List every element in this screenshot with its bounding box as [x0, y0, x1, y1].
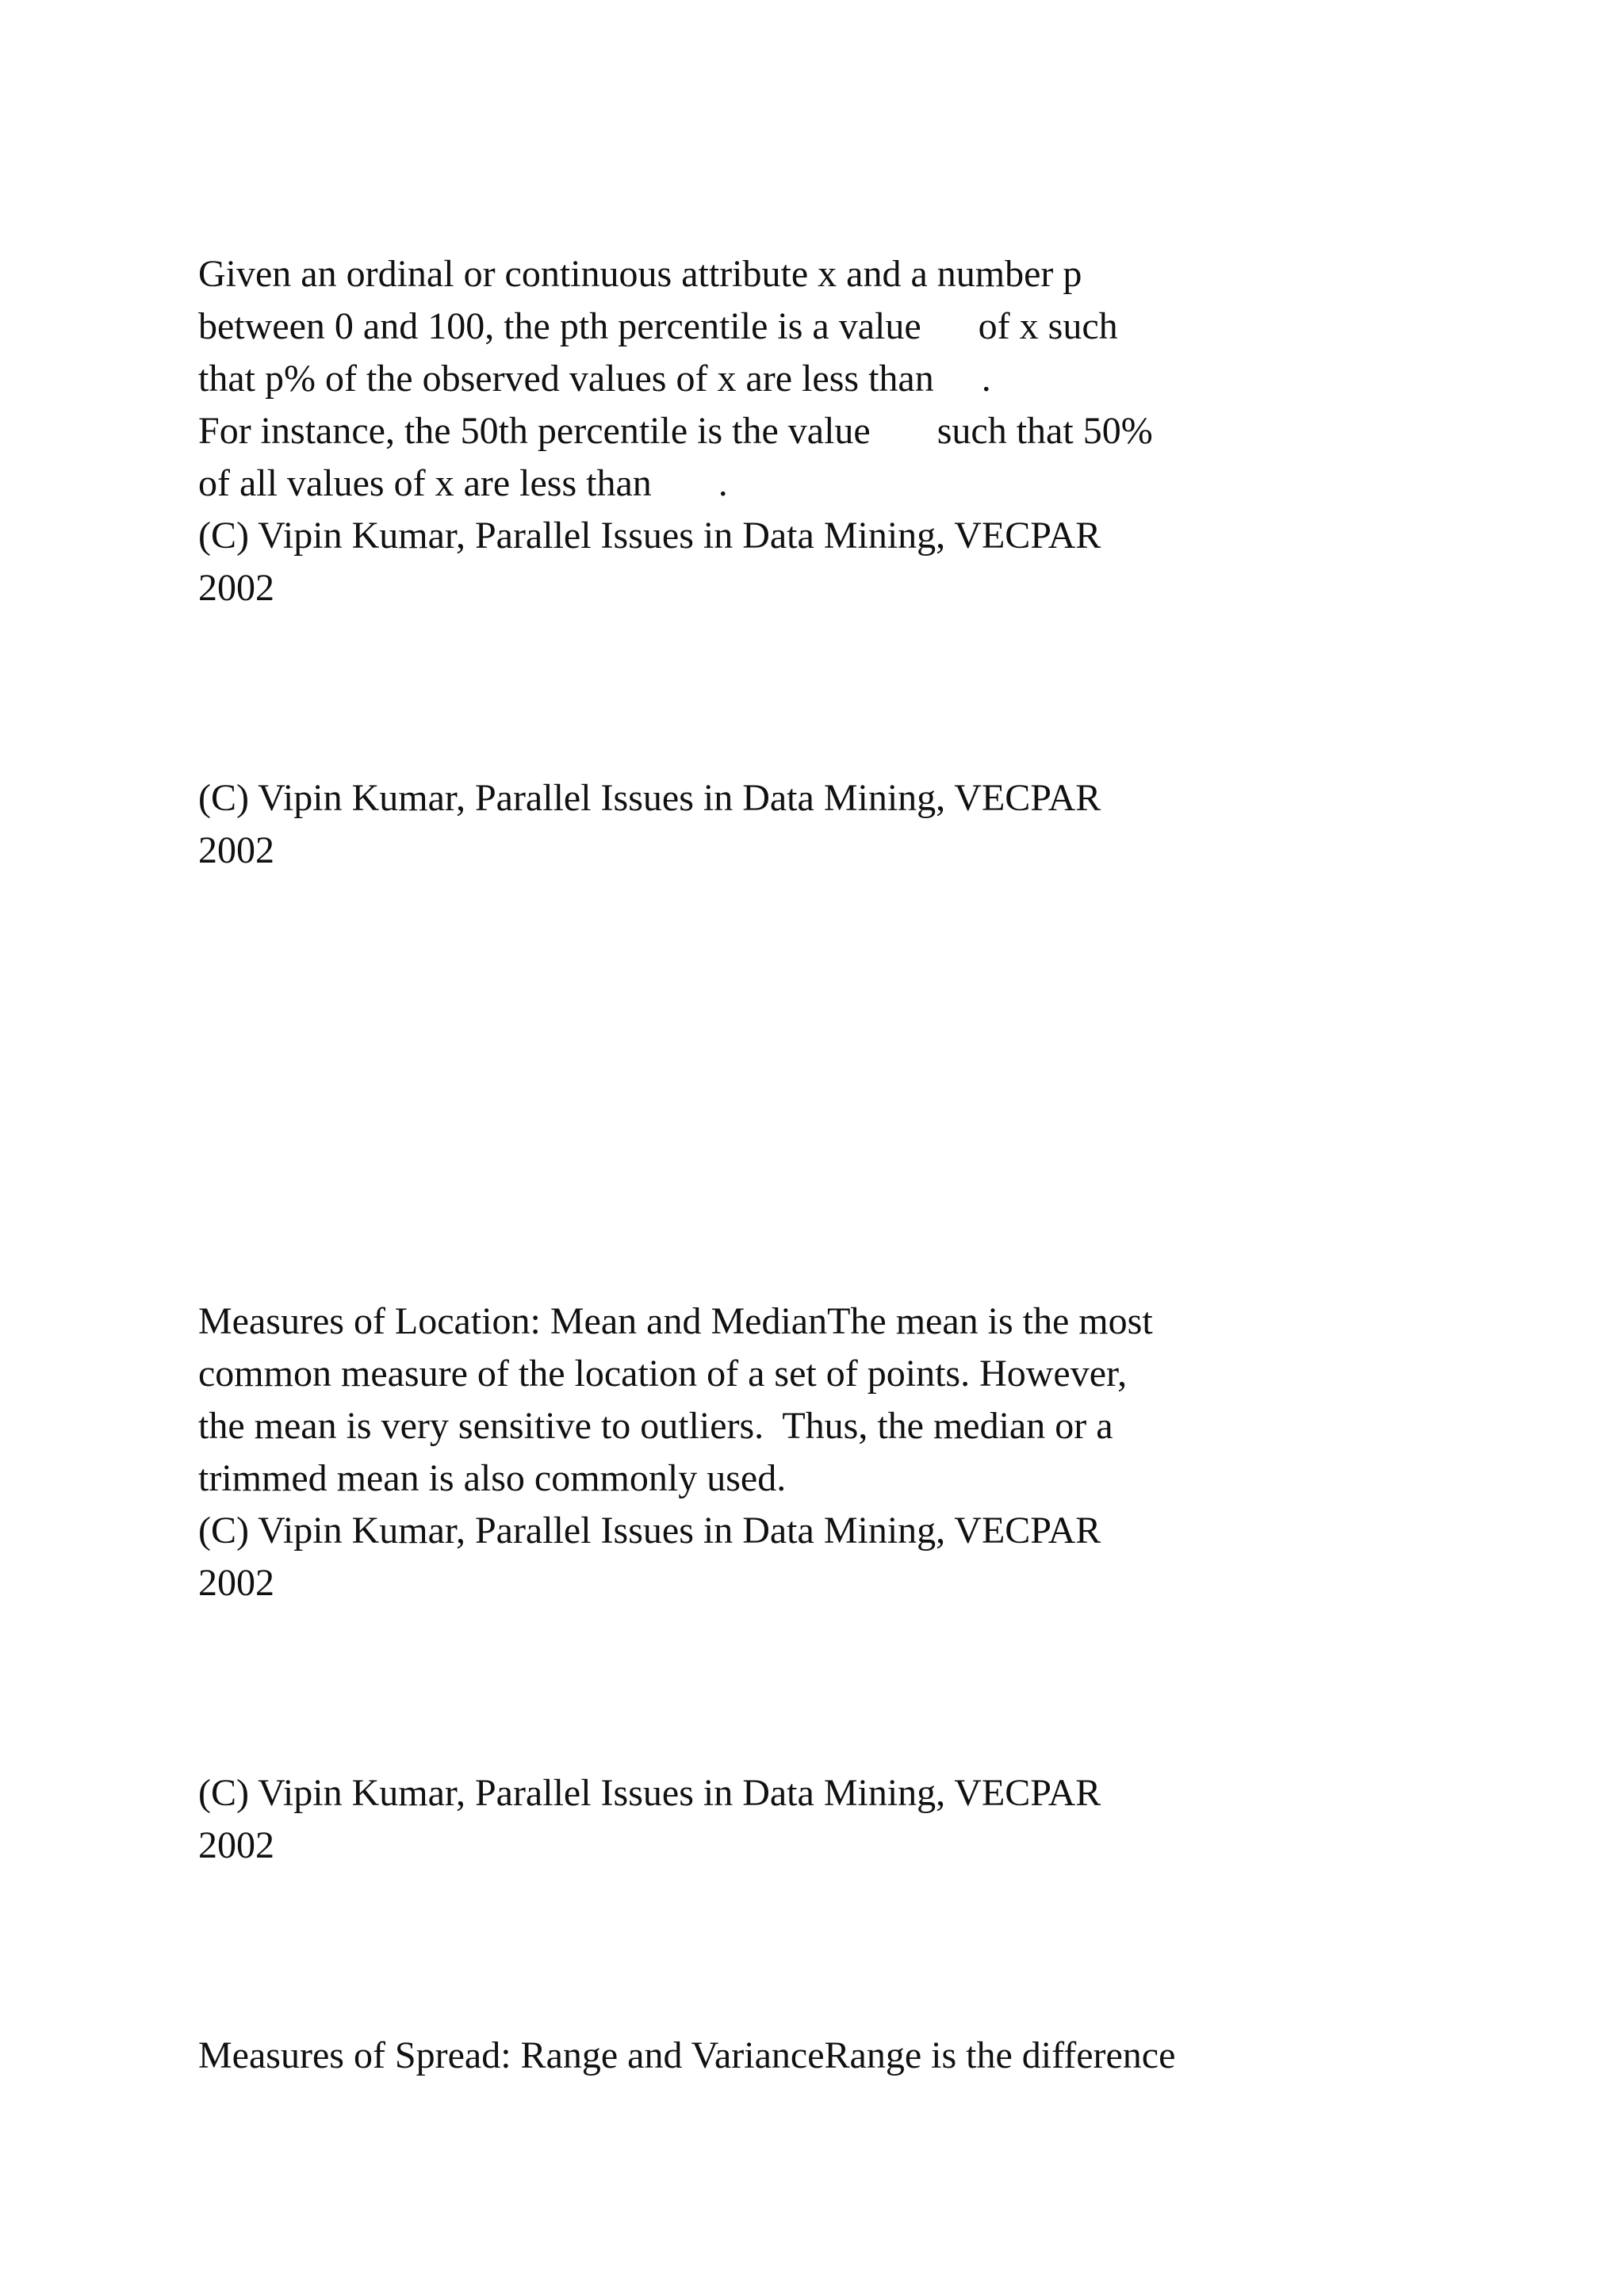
text-line: Measures of Spread: Range and VarianceRange is the difference — [198, 2034, 1176, 2076]
copyright-line: (C) Vipin Kumar, Parallel Issues in Data Mining, VECPAR — [198, 1772, 1101, 1814]
text-line: Measures of Location: Mean and MedianThe mean is the most — [198, 1300, 1153, 1342]
text-line: common measure of the location of a set of points. However, — [198, 1353, 1128, 1395]
text-line: For instance, the 50th percentile is the value such that 50% — [198, 410, 1153, 452]
copyright-line: (C) Vipin Kumar, Parallel Issues in Data Mining, VECPAR — [198, 777, 1101, 819]
copyright-line: (C) Vipin Kumar, Parallel Issues in Data Mining, VECPAR — [198, 1510, 1101, 1552]
text-line: that p% of the observed values of x are less than . — [198, 358, 991, 400]
text-line: Given an ordinal or continuous attribute x and a number p — [198, 253, 1082, 295]
copyright-year: 2002 — [198, 829, 274, 871]
copyright-year: 2002 — [198, 567, 274, 609]
copyright-year: 2002 — [198, 1824, 274, 1866]
copyright-year: 2002 — [198, 1562, 274, 1604]
text-line: the mean is very sensitive to outliers. Thus, the median or a — [198, 1405, 1113, 1447]
copyright-line: (C) Vipin Kumar, Parallel Issues in Data Mining, VECPAR — [198, 515, 1101, 557]
text-line: trimmed mean is also commonly used. — [198, 1457, 787, 1499]
text-line: between 0 and 100, the pth percentile is a value of x such — [198, 305, 1118, 347]
text-line: of all values of x are less than . — [198, 462, 728, 504]
